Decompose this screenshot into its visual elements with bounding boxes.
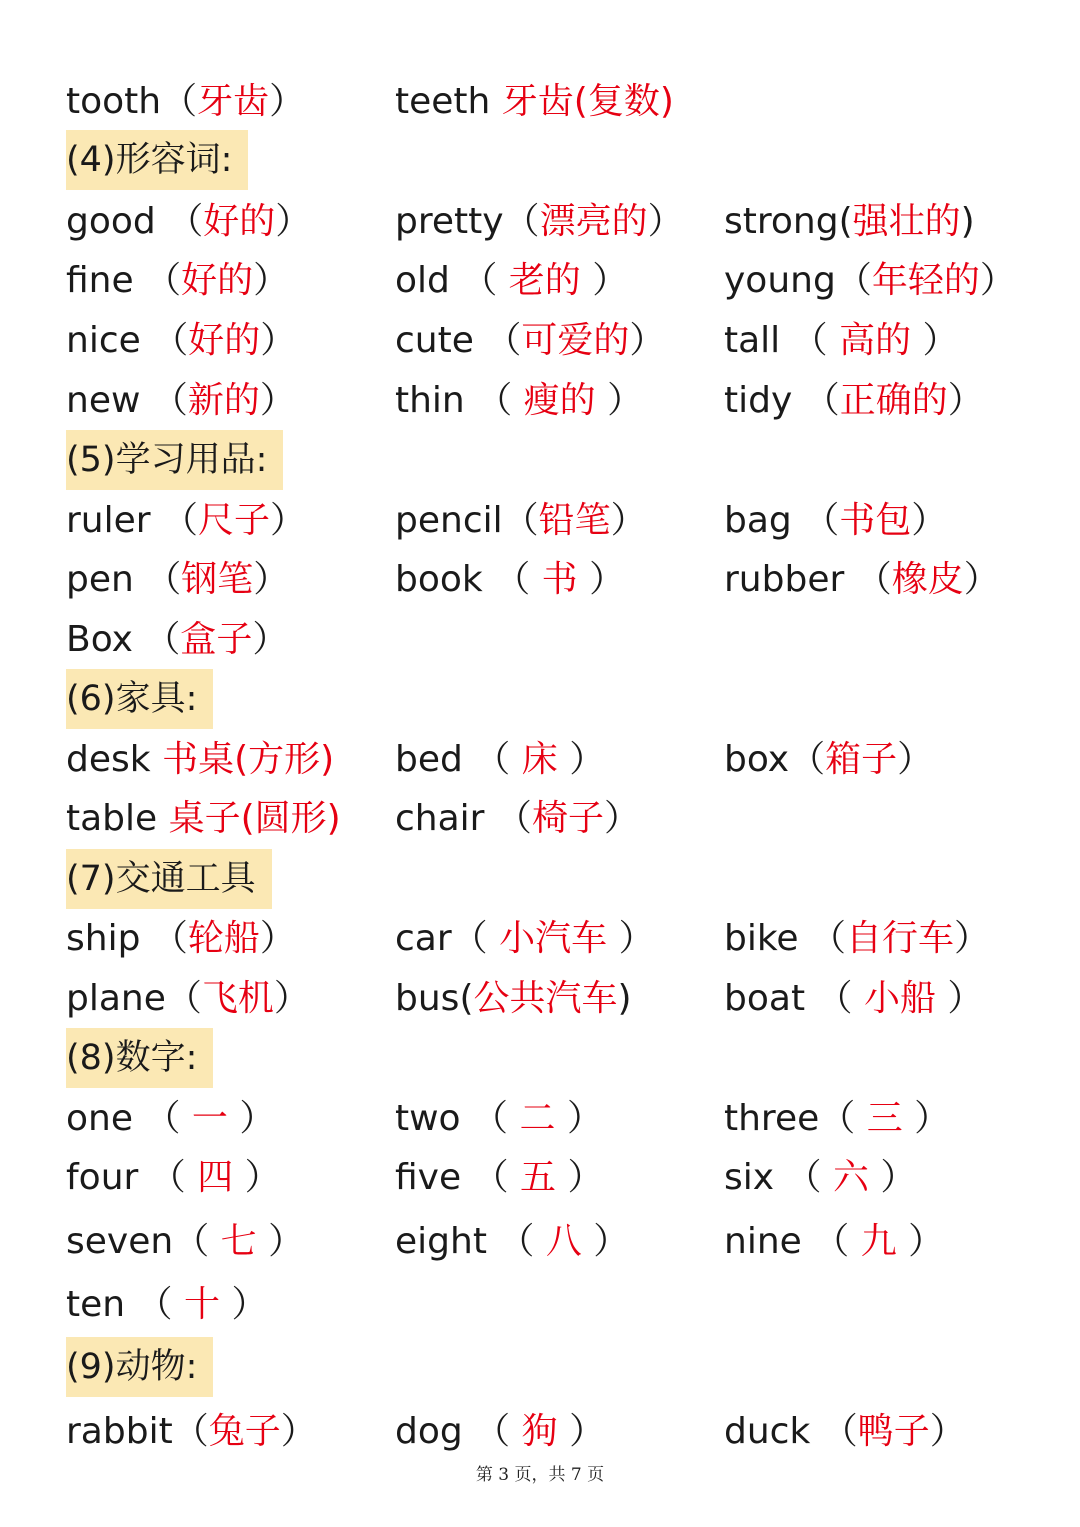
- english-word: dog: [395, 1411, 463, 1452]
- english-word: one: [66, 1098, 133, 1139]
- open-paren: （: [844, 559, 892, 600]
- chinese-meaning: 铅笔: [538, 500, 611, 541]
- english-word: three: [724, 1098, 820, 1139]
- page-footer: 第 3 页，共 7 页: [475, 1465, 605, 1485]
- english-word: nice: [66, 320, 141, 361]
- english-word: good: [66, 201, 156, 242]
- close-paren: ）: [280, 1411, 317, 1452]
- close-paren: ）: [911, 320, 959, 361]
- chinese-meaning: 年轻的: [871, 260, 980, 301]
- english-word: box: [724, 739, 790, 780]
- vocab-entry: [395, 253, 628, 309]
- chinese-meaning: 橡皮: [891, 559, 964, 600]
- open-paren: （: [133, 260, 182, 301]
- open-paren: （: [155, 201, 204, 242]
- vocab-entry: [66, 732, 334, 788]
- close-paren: ）: [253, 559, 290, 600]
- chinese-meaning: 八: [545, 1221, 582, 1262]
- open-paren: （: [451, 918, 500, 959]
- open-paren: （: [172, 1411, 209, 1452]
- open-paren: (: [459, 978, 474, 1019]
- vocab-row: [0, 791, 1080, 847]
- english-word: book: [395, 559, 483, 600]
- chinese-meaning: 鸭子: [857, 1411, 930, 1452]
- vocab-entry: [724, 552, 1000, 608]
- vocab-entry: [66, 552, 289, 608]
- english-word: thin: [395, 380, 465, 421]
- vocab-row: [0, 1404, 1080, 1460]
- english-word: car: [395, 918, 452, 959]
- vocab-entry: [66, 373, 296, 429]
- vocab-row: [0, 373, 1080, 429]
- vocab-entry: [724, 253, 1016, 309]
- vocab-row: [0, 313, 1080, 369]
- close-paren: ）: [947, 380, 984, 421]
- chinese-meaning: 自行车: [846, 918, 955, 959]
- close-paren: ）: [902, 1098, 951, 1139]
- open-paren: （: [502, 500, 539, 541]
- section-heading: (9)动物:: [66, 1337, 213, 1397]
- open-paren: （: [161, 81, 198, 122]
- chinese-meaning: 瘦的: [523, 380, 596, 421]
- english-word: old: [395, 260, 450, 301]
- close-paren: ）: [556, 1157, 604, 1198]
- vocab-entry: [395, 791, 640, 847]
- vocab-entry: [395, 552, 625, 608]
- close-paren: ）: [269, 81, 306, 122]
- chinese-meaning: 老的: [508, 260, 581, 301]
- chinese-meaning: 书: [541, 559, 578, 600]
- close-paren: ）: [555, 1098, 603, 1139]
- open-paren: （: [801, 1221, 861, 1262]
- close-paren: ）: [954, 918, 991, 959]
- close-paren: ）: [603, 798, 640, 839]
- english-word: fine: [66, 260, 134, 301]
- vocab-entry: [66, 1150, 281, 1206]
- open-paren: （: [798, 918, 847, 959]
- english-word: bike: [724, 918, 799, 959]
- chinese-meaning: 五: [520, 1157, 557, 1198]
- vocab-entry: [395, 1214, 629, 1270]
- close-paren: ): [960, 201, 975, 242]
- close-paren: ）: [557, 739, 606, 780]
- close-paren: ）: [259, 918, 296, 959]
- open-paren: （: [449, 260, 509, 301]
- vocab-entry: [395, 313, 665, 369]
- english-word: strong: [724, 201, 839, 242]
- open-paren: （: [133, 1098, 192, 1139]
- open-paren: （: [810, 1411, 858, 1452]
- english-word: nine: [724, 1221, 802, 1262]
- open-paren: （: [473, 320, 522, 361]
- chinese-meaning: 尺子: [198, 500, 271, 541]
- vocab-entry: [66, 1404, 317, 1460]
- vocab-row: [0, 971, 1080, 1027]
- english-word: ten: [66, 1284, 126, 1325]
- vocab-row: [0, 74, 1080, 130]
- chinese-meaning: 书桌(方形): [162, 739, 335, 780]
- open-paren: (: [838, 201, 853, 242]
- vocab-row: [0, 612, 1080, 668]
- english-word: eight: [395, 1221, 487, 1262]
- english-word: bag: [724, 500, 792, 541]
- vocab-row: [0, 253, 1080, 309]
- vocab-entry: [66, 971, 310, 1027]
- close-paren: ）: [979, 260, 1016, 301]
- vocab-entry: [724, 911, 990, 967]
- open-paren: （: [132, 619, 181, 660]
- chinese-meaning: 好的: [188, 320, 261, 361]
- vocab-entry: [724, 313, 959, 369]
- close-paren: ）: [252, 619, 289, 660]
- chinese-meaning: 小船: [863, 978, 936, 1019]
- open-paren: （: [503, 201, 540, 242]
- chinese-meaning: 六: [832, 1157, 869, 1198]
- vocab-entry: [395, 1150, 604, 1206]
- vocab-entry: [395, 732, 605, 788]
- english-word: boat: [724, 978, 806, 1019]
- section-heading: (8)数字:: [66, 1028, 213, 1088]
- english-word: seven: [66, 1221, 174, 1262]
- close-paren: ）: [227, 1098, 276, 1139]
- open-paren: （: [780, 320, 840, 361]
- chinese-meaning: 轮船: [187, 918, 260, 959]
- close-paren: ）: [260, 320, 297, 361]
- english-word: plane: [66, 978, 166, 1019]
- chinese-meaning: 公共汽车: [473, 978, 618, 1019]
- open-paren: （: [484, 798, 532, 839]
- chinese-meaning: 书包: [839, 500, 912, 541]
- open-paren: （: [486, 1221, 546, 1262]
- chinese-meaning: 牙齿(复数): [501, 81, 674, 122]
- close-paren: ）: [897, 739, 934, 780]
- vocab-entry: [66, 1214, 304, 1270]
- open-paren: （: [140, 918, 188, 959]
- open-paren: （: [789, 739, 826, 780]
- vocab-entry: [66, 612, 288, 668]
- open-paren: （: [133, 559, 182, 600]
- english-word: pencil: [395, 500, 503, 541]
- chinese-meaning: 十: [183, 1284, 220, 1325]
- vocab-entry: [395, 911, 655, 967]
- vocab-entry: [724, 732, 933, 788]
- vocab-entry: [66, 911, 296, 967]
- english-word: two: [395, 1098, 461, 1139]
- vocab-entry: [724, 1214, 944, 1270]
- vocab-row: [0, 1091, 1080, 1147]
- chinese-meaning: 三: [866, 1098, 903, 1139]
- english-word: young: [724, 260, 836, 301]
- english-word: table: [66, 798, 158, 839]
- english-word: ruler: [66, 500, 151, 541]
- vocab-row: [0, 1150, 1080, 1206]
- vocab-row: [0, 194, 1080, 250]
- vocab-entry: [395, 373, 643, 429]
- open-paren: （: [138, 1157, 198, 1198]
- open-paren: （: [819, 1098, 867, 1139]
- vocab-entry: [724, 971, 983, 1027]
- chinese-meaning: 钢笔: [181, 559, 254, 600]
- english-word: bus: [395, 978, 460, 1019]
- chinese-meaning: 新的: [187, 380, 260, 421]
- english-word: five: [395, 1157, 462, 1198]
- open-paren: [151, 739, 162, 780]
- english-word: four: [66, 1157, 139, 1198]
- english-word: chair: [395, 798, 485, 839]
- vocab-entry: [724, 194, 975, 250]
- open-paren: （: [150, 500, 199, 541]
- open-paren: [157, 798, 168, 839]
- english-word: bed: [395, 739, 463, 780]
- section-heading: (7)交通工具: [66, 849, 272, 909]
- close-paren: ）: [610, 500, 647, 541]
- chinese-meaning: 七: [220, 1221, 257, 1262]
- open-paren: （: [835, 260, 872, 301]
- vocab-row: [0, 1277, 1080, 1333]
- open-paren: （: [774, 1157, 833, 1198]
- english-word: tall: [724, 320, 781, 361]
- close-paren: ）: [868, 1157, 917, 1198]
- chinese-meaning: 桌子(圆形): [168, 798, 341, 839]
- chinese-meaning: 椅子: [531, 798, 604, 839]
- open-paren: （: [165, 978, 202, 1019]
- close-paren: ）: [220, 1284, 268, 1325]
- close-paren: ）: [580, 260, 629, 301]
- english-word: ship: [66, 918, 141, 959]
- english-word: rabbit: [66, 1411, 173, 1452]
- section-heading: (4)形容词:: [66, 130, 248, 190]
- close-paren: ）: [253, 260, 290, 301]
- close-paren: ）: [935, 978, 984, 1019]
- vocab-entry: [66, 493, 306, 549]
- open-paren: （: [464, 380, 524, 421]
- open-paren: （: [125, 1284, 184, 1325]
- chinese-meaning: 飞机: [201, 978, 274, 1019]
- english-word: tidy: [724, 380, 793, 421]
- vocab-entry: [66, 313, 296, 369]
- close-paren: ）: [233, 1157, 281, 1198]
- chinese-meaning: 箱子: [825, 739, 898, 780]
- vocab-entry: [66, 1277, 267, 1333]
- close-paren: ）: [629, 320, 666, 361]
- close-paren: ）: [256, 1221, 305, 1262]
- chinese-meaning: 盒子: [180, 619, 253, 660]
- vocab-row: [0, 1214, 1080, 1270]
- chinese-meaning: 九: [860, 1221, 897, 1262]
- section-heading: (6)家具:: [66, 669, 213, 729]
- open-paren: （: [792, 380, 840, 421]
- open-paren: （: [462, 1411, 522, 1452]
- vocab-row: [0, 552, 1080, 608]
- vocab-entry: [724, 1150, 916, 1206]
- chinese-meaning: 小汽车: [499, 918, 608, 959]
- open-paren: （: [482, 559, 542, 600]
- vocab-entry: [724, 373, 984, 429]
- chinese-meaning: 兔子: [208, 1411, 281, 1452]
- vocab-entry: [724, 493, 947, 549]
- chinese-meaning: 二: [519, 1098, 556, 1139]
- close-paren: ）: [273, 978, 310, 1019]
- chinese-meaning: 漂亮的: [539, 201, 648, 242]
- open-paren: （: [173, 1221, 221, 1262]
- vocab-entry: [724, 1091, 950, 1147]
- chinese-meaning: 狗: [521, 1411, 558, 1452]
- vocab-entry: [395, 1091, 603, 1147]
- english-word: cute: [395, 320, 474, 361]
- vocab-entry: [66, 194, 311, 250]
- chinese-meaning: 床: [521, 739, 558, 780]
- close-paren: ）: [911, 500, 948, 541]
- chinese-meaning: 一: [191, 1098, 228, 1139]
- english-word: desk: [66, 739, 151, 780]
- vocab-row: [0, 911, 1080, 967]
- open-paren: （: [805, 978, 864, 1019]
- close-paren: ）: [896, 1221, 945, 1262]
- open-paren: （: [462, 739, 522, 780]
- close-paren: ）: [595, 380, 644, 421]
- vocab-entry: [395, 971, 632, 1027]
- vocab-entry: [395, 493, 647, 549]
- close-paren: ): [617, 978, 632, 1019]
- close-paren: ）: [270, 500, 307, 541]
- vocab-row: [0, 493, 1080, 549]
- chinese-meaning: 高的: [839, 320, 912, 361]
- english-word: tooth: [66, 81, 162, 122]
- english-word: six: [724, 1157, 775, 1198]
- english-word: pretty: [395, 201, 504, 242]
- close-paren: ）: [607, 918, 655, 959]
- english-word: pen: [66, 559, 134, 600]
- close-paren: ）: [577, 559, 626, 600]
- close-paren: ）: [259, 380, 296, 421]
- open-paren: [490, 81, 501, 122]
- chinese-meaning: 强壮的: [852, 201, 961, 242]
- vocab-entry: [66, 253, 289, 309]
- vocab-entry: [66, 74, 305, 130]
- close-paren: ）: [647, 201, 684, 242]
- chinese-meaning: 四: [197, 1157, 234, 1198]
- vocab-entry: [395, 74, 674, 130]
- open-paren: （: [791, 500, 840, 541]
- vocab-entry: [395, 194, 684, 250]
- close-paren: ）: [557, 1411, 606, 1452]
- chinese-meaning: 可爱的: [521, 320, 630, 361]
- chinese-meaning: 正确的: [839, 380, 948, 421]
- vocab-entry: [66, 791, 341, 847]
- close-paren: ）: [581, 1221, 630, 1262]
- vocab-row: [0, 732, 1080, 788]
- chinese-meaning: 好的: [203, 201, 276, 242]
- vocab-entry: [66, 1091, 275, 1147]
- close-paren: ）: [963, 559, 1000, 600]
- open-paren: （: [461, 1157, 521, 1198]
- chinese-meaning: 牙齿: [197, 81, 270, 122]
- vocab-entry: [395, 1404, 605, 1460]
- close-paren: ）: [275, 201, 312, 242]
- english-word: duck: [724, 1411, 811, 1452]
- english-word: teeth: [395, 81, 491, 122]
- vocab-entry: [724, 1404, 966, 1460]
- english-word: Box: [66, 619, 133, 660]
- close-paren: ）: [929, 1411, 966, 1452]
- open-paren: （: [460, 1098, 520, 1139]
- open-paren: （: [140, 320, 189, 361]
- section-heading: (5)学习用品:: [66, 430, 283, 490]
- open-paren: （: [140, 380, 188, 421]
- chinese-meaning: 好的: [181, 260, 254, 301]
- english-word: rubber: [724, 559, 845, 600]
- english-word: new: [66, 380, 141, 421]
